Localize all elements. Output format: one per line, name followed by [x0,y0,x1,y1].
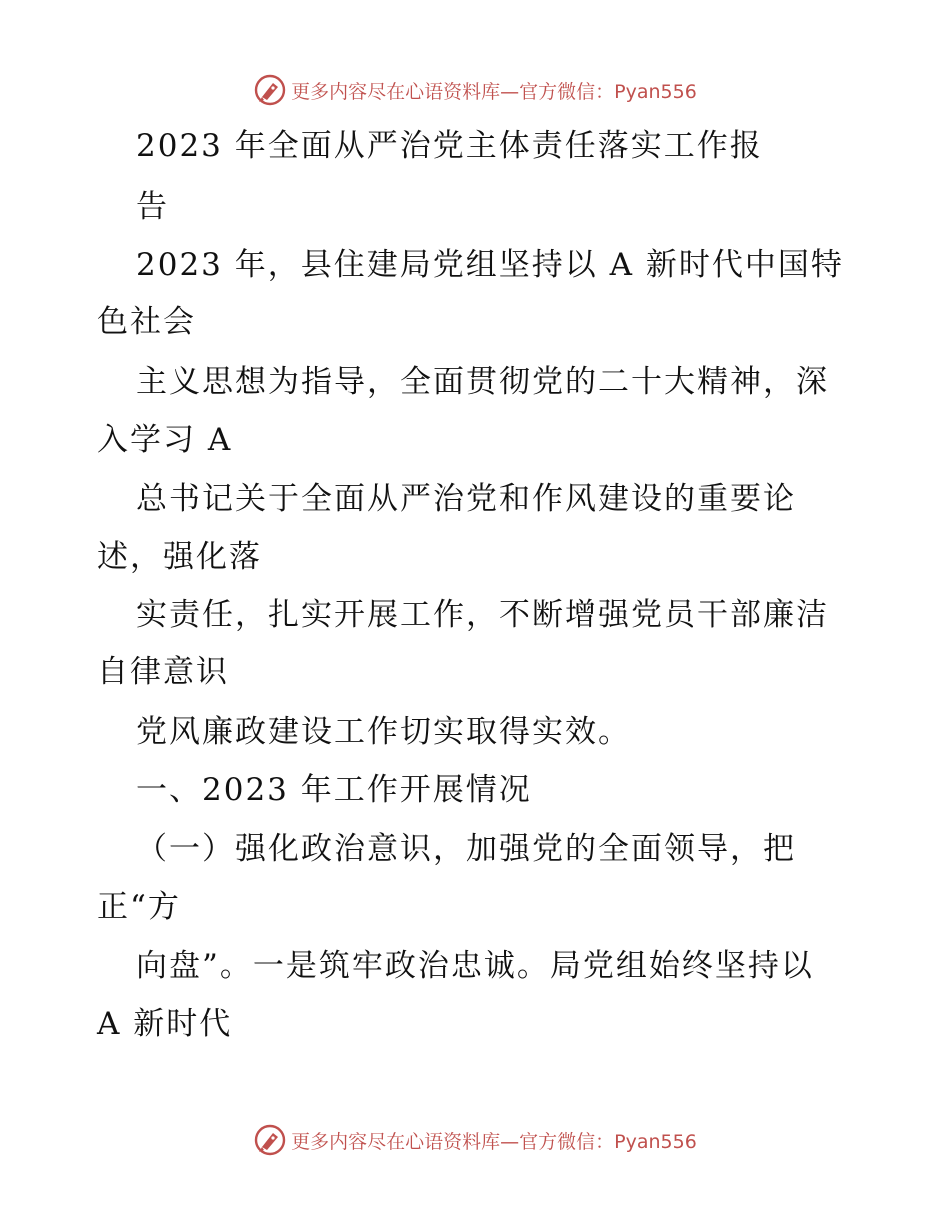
paragraph-line: 2023 年，县住建局党组坚持以 A 新时代中国特 [136,247,844,283]
paragraph-line: 总书记关于全面从严治党和作风建设的重要论 [136,481,796,517]
paragraph-line: A 新时代 [97,1006,233,1042]
paragraph-line: 党风廉政建设工作切实取得实效。 [136,714,631,750]
section-heading: 一、2023 年工作开展情况 [136,772,532,808]
pen-nib-icon [253,1123,287,1157]
paragraph-line: 主义思想为指导，全面贯彻党的二十大精神，深 [136,364,829,400]
footer-watermark-banner [0,1120,950,1160]
title-line-1: 2023 年全面从严治党主体责任落实工作报 [136,128,763,164]
subsection-heading: （一）强化政治意识，加强党的全面领导，把 [136,831,796,867]
paragraph-line: 入学习 A [97,422,233,458]
paragraph-line: 正“方 [97,889,181,925]
paragraph-line: 自律意识 [97,654,229,690]
paragraph-line: 向盘”。一是筑牢政治忠诚。局党组始终坚持以 [136,948,814,984]
watermark-text: 更多内容尽在心语资料库—官方微信：Pyan556 [291,80,697,103]
pen-nib-icon [253,73,287,107]
header-watermark-banner [0,70,950,110]
paragraph-line: 述，强化落 [97,539,262,575]
watermark-text: 更多内容尽在心语资料库—官方微信：Pyan556 [291,1130,697,1153]
title-line-2: 告 [136,189,169,225]
paragraph-line: 实责任，扎实开展工作，不断增强党员干部廉洁 [136,597,829,633]
paragraph-line: 色社会 [97,304,196,340]
